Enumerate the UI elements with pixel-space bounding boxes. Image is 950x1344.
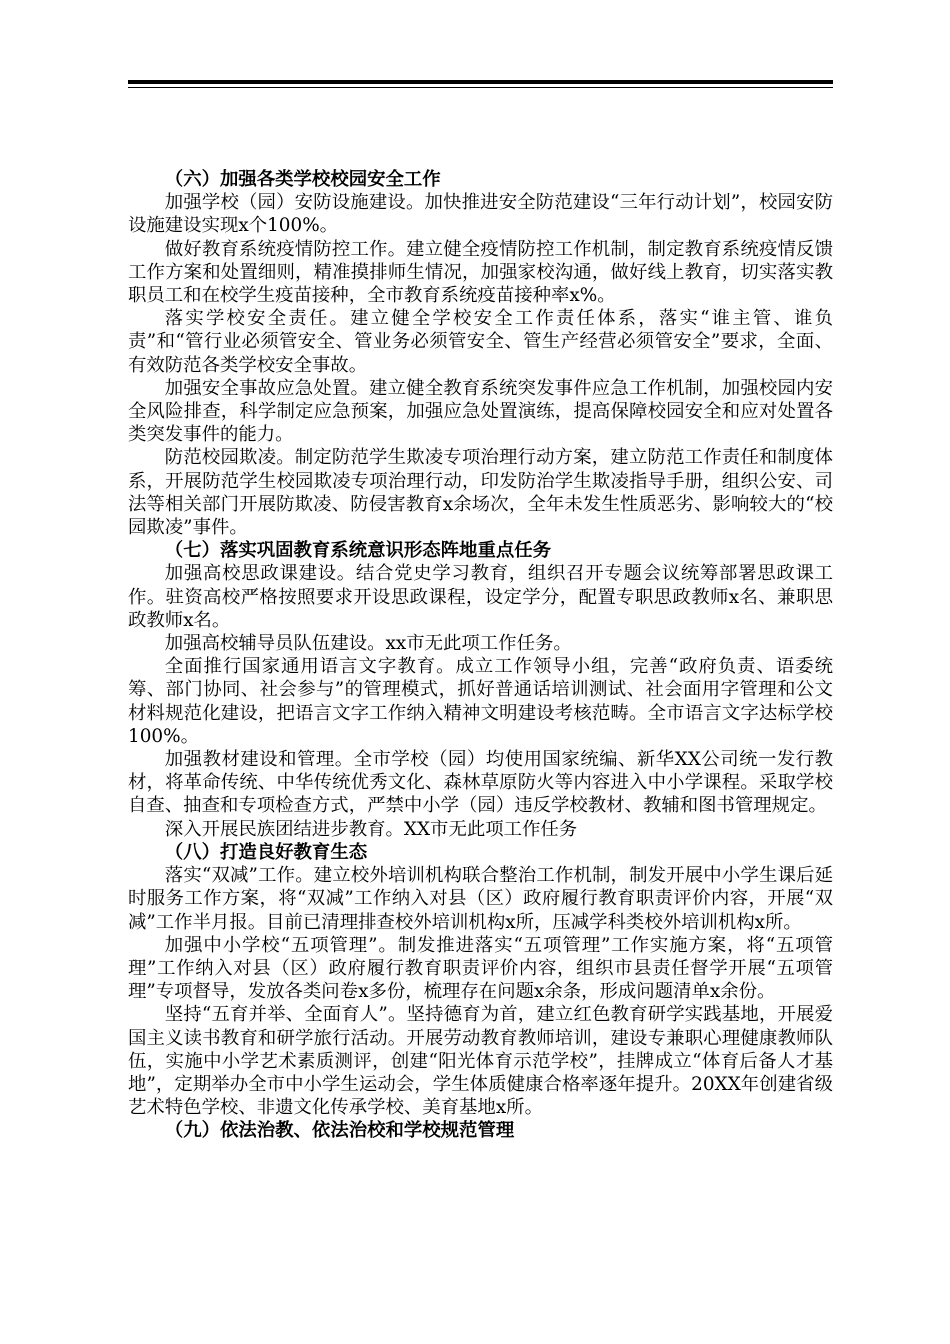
- paragraph: 防范校园欺凌。制定防范学生欺凌专项治理行动方案，建立防范工作责任和制度体系，开展防范学生校园欺凌专项治理行动，印发防治学生欺凌指导手册，组织公安、司法等相关部门开展防欺凌、防侵害教育x余场次，全年未发生性质恶劣、影响较大的“校园欺凌”事件。: [128, 447, 833, 539]
- paragraph: 坚持“五育并举、全面育人”。坚持德育为首，建立红色教育研学实践基地，开展爱国主义读书教育和研学旅行活动。开展劳动教育教师培训，建设专兼职心理健康教师队伍，实施中小学艺术素质测评，创建“阳光体育示范学校”，挂牌成立“体育后备人才基地”，定期举办全市中小学生运动会，学生体质健康合格率逐年提升。20XX年创建省级艺术特色学校、非遗文化传承学校、美育基地x所。: [128, 1004, 833, 1119]
- paragraph: 加强高校辅导员队伍建设。xx市无此项工作任务。: [164, 633, 572, 655]
- paragraph: 加强学校（园）安防设施建设。加快推进安全防范建设“三年行动计划”，校园安防设施建设实现x个100%。: [128, 192, 833, 237]
- paragraph: 全面推行国家通用语言文字教育。成立工作领导小组，完善“政府负责、语委统筹、部门协同、社会参与”的管理模式，抓好普通话培训测试、社会面用字管理和公文材料规范化建设，把语言文字工作纳入精神文明建设考核范畴。全市语言文字达标学校100%。: [128, 656, 833, 747]
- paragraph: 加强中小学校“五项管理”。制发推进落实“五项管理”工作实施方案，将“五项管理”工作纳入对县（区）政府履行教育职责评价内容，组织市县责任督学开展“五项管理”专项督导，发放各类问卷x多份，梳理存在问题x余条，形成问题清单x余份。: [128, 934, 833, 1003]
- paragraph: 深入开展民族团结进步教育。XX市无此项工作任务: [164, 818, 578, 840]
- document-body: [128, 168, 833, 1143]
- paragraph: 加强高校思政课建设。结合党史学习教育，组织召开专题会议统筹部署思政课工作。驻资高校严格按照要求开设思政课程，设定学分，配置专职思政教师x名、兼职思政教师x名。: [128, 563, 833, 631]
- header-rule-thin: [128, 87, 833, 88]
- section-heading: （八）打造良好教育生态: [164, 841, 368, 863]
- paragraph: 加强教材建设和管理。全市学校（园）均使用国家统编、新华XX公司统一发行教材，将革命传统、中华传统优秀文化、森林草原防火等内容进入中小学课程。采取学校自查、抽查和专项检查方式，严禁中小学（园）违反学校教材、教辅和图书管理规定。: [128, 749, 833, 817]
- paragraph: 做好教育系统疫情防控工作。建立健全疫情防控工作机制，制定教育系统疫情反馈工作方案和处置细则，精准摸排师生情况，加强家校沟通，做好线上教育，切实落实教职员工和在校学生疫苗接种，全市教育系统疫苗接种率x%。: [128, 238, 833, 307]
- section-heading: （六）加强各类学校校园安全工作: [164, 169, 441, 190]
- section-heading: （九）依法治教、依法治校和学校规范管理: [164, 1120, 515, 1142]
- paragraph: 落实“双减”工作。建立校外培训机构联合整治工作机制，制发开展中小学生课后延时服务工作方案，将“双减”工作纳入对县（区）政府履行教育职责评价内容，开展“双减”工作半月报。目前已清理排查校外培训机构x所，压减学科类校外培训机构x所。: [128, 865, 833, 933]
- paragraph: 加强安全事故应急处置。建立健全教育系统突发事件应急工作机制，加强校园内安全风险排查，科学制定应急预案，加强应急处置演练，提高保障校园安全和应对处置各类突发事件的能力。: [128, 377, 833, 446]
- paragraph: 落实学校安全责任。建立健全学校安全工作责任体系，落实“谁主管、谁负责”和“管行业必须管安全、管业务必须管安全、管生产经营必须管安全”要求，全面、有效防范各类学校安全事故。: [128, 308, 833, 376]
- header-rule-thick: [128, 80, 833, 84]
- section-heading: （七）落实巩固教育系统意识形态阵地重点任务: [164, 540, 552, 562]
